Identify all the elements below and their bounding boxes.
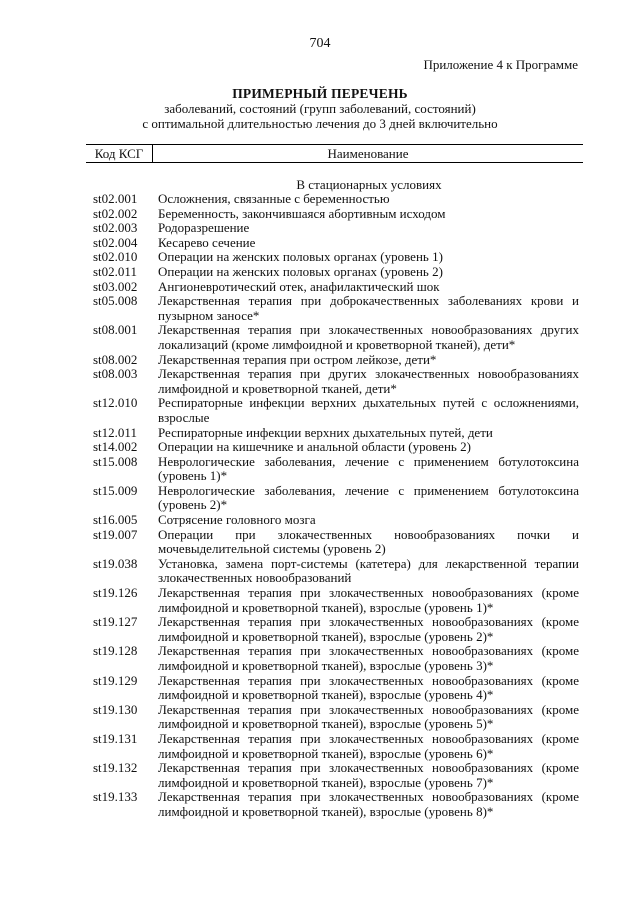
row-name: Респираторные инфекции верхних дыхательных путей с осложнениями, взрослые (158, 395, 579, 425)
row-code: st15.008 (93, 453, 138, 469)
table-row (86, 732, 583, 761)
table-row (86, 484, 583, 513)
table-row (86, 644, 583, 673)
row-name: Лекарственная терапия при злокачественных новообразованиях (кроме лимфоидной и кроветворной тканей), взрослые (уровень 7)* (158, 760, 579, 790)
table-row (86, 513, 583, 528)
row-name: Лекарственная терапия при злокачественных новообразованиях (кроме лимфоидной и кроветворной тканей), взрослые (уровень 2)* (158, 614, 579, 644)
table-row (86, 396, 583, 425)
row-code: st02.010 (93, 249, 138, 265)
row-code: st19.007 (93, 526, 138, 542)
row-code: st14.002 (93, 439, 138, 455)
row-name: Сотрясение головного мозга (158, 512, 316, 528)
row-code: st19.131 (93, 730, 138, 746)
row-name: Лекарственная терапия при злокачественных новообразованиях (кроме лимфоидной и кроветворной тканей), взрослые (уровень 8)* (158, 789, 579, 819)
row-code: st15.009 (93, 482, 138, 498)
table-header (86, 144, 583, 163)
row-code: st03.002 (93, 278, 138, 294)
row-code: st19.128 (93, 643, 138, 659)
table-row (86, 265, 583, 280)
row-code: st12.011 (93, 424, 137, 440)
table-row (86, 207, 583, 222)
row-code: st19.130 (93, 701, 138, 717)
appendix-label: Приложение 4 к Программе (423, 57, 578, 72)
row-code: st08.002 (93, 351, 138, 367)
row-name: Операции на женских половых органах (уровень 2) (158, 263, 443, 279)
row-name: Операции при злокачественных новообразованиях почки и мочевыделительной системы (уровень 2) (158, 526, 579, 557)
row-name: Операции на кишечнике и анальной области (уровень 2) (158, 439, 471, 455)
table-row (86, 790, 583, 819)
row-code: st02.003 (93, 220, 138, 236)
row-name: Беременность, закончившаяся абортивным исходом (158, 205, 446, 221)
row-name: Респираторные инфекции верхних дыхательных путей, дети (158, 424, 493, 440)
row-name: Неврологические заболевания, лечение с применением ботулотоксина (уровень 1)* (158, 453, 579, 484)
row-code: st02.001 (93, 191, 138, 206)
row-code: st19.133 (93, 789, 138, 805)
table-row (86, 236, 583, 251)
row-code: st08.001 (93, 322, 138, 338)
row-name: Лекарственная терапия при злокачественных новообразованиях (кроме лимфоидной и кроветворной тканей), взрослые (уровень 4)* (158, 672, 579, 703)
row-code: st19.132 (93, 760, 138, 776)
table-row (86, 557, 583, 586)
document-title: ПРИМЕРНЫЙ ПЕРЕЧЕНЬ (232, 86, 408, 101)
table-row (86, 280, 583, 295)
row-code: st02.011 (93, 263, 137, 279)
table-row (86, 426, 583, 441)
row-code: st19.129 (93, 672, 138, 688)
row-name: Лекарственная терапия при злокачественных новообразованиях (кроме лимфоидной и кроветворной тканей), взрослые (уровень 6)* (158, 730, 579, 761)
row-name: Лекарственная терапия при злокачественных новообразованиях других локализаций (кроме лимфоидной и кроветворной тканей), дети* (158, 322, 579, 352)
row-code: st02.004 (93, 234, 138, 250)
header-name: Наименование (327, 146, 409, 161)
row-name: Лекарственная терапия при доброкачественных заболеваниях крови и пузырном заносе* (158, 293, 579, 323)
section-heading: В стационарных условиях (296, 177, 442, 192)
document-subtitle-line-1: заболеваний, состояний (групп заболеваний, состояний) (164, 101, 476, 116)
row-name: Лекарственная терапия при злокачественных новообразованиях (кроме лимфоидной и кроветворной тканей), взрослые (уровень 5)* (158, 701, 579, 732)
row-code: st02.002 (93, 205, 138, 221)
row-code: st19.038 (93, 555, 138, 571)
row-code: st05.008 (93, 293, 138, 309)
row-code: st19.126 (93, 585, 138, 601)
row-name: Лекарственная терапия при остром лейкозе, дети* (158, 351, 437, 367)
table-body (86, 192, 583, 820)
table-row (86, 455, 583, 484)
table-row (86, 367, 583, 396)
table-row (86, 192, 583, 207)
table-row (86, 674, 583, 703)
table-row (86, 586, 583, 615)
table-row (86, 528, 583, 557)
document-subtitle-line-2: с оптимальной длительностью лечения до 3 дней включительно (142, 116, 498, 131)
row-code: st16.005 (93, 512, 138, 528)
row-name: Установка, замена порт-системы (катетера) для лекарственной терапии злокачественных новообразований (158, 555, 579, 586)
page-number: 704 (309, 36, 331, 51)
row-name: Ангионевротический отек, анафилактический шок (158, 278, 440, 294)
table-row (86, 221, 583, 236)
table-row (86, 323, 583, 352)
table-row (86, 761, 583, 790)
row-name: Кесарево сечение (158, 234, 256, 250)
row-name: Родоразрешение (158, 220, 250, 236)
row-name: Лекарственная терапия при других злокачественных новообразованиях лимфоидной и кроветворной тканей, дети* (158, 366, 579, 396)
row-name: Осложнения, связанные с беременностью (158, 191, 390, 206)
table-row (86, 703, 583, 732)
row-name: Лекарственная терапия при злокачественных новообразованиях (кроме лимфоидной и кроветворной тканей), взрослые (уровень 3)* (158, 643, 579, 673)
row-code: st08.003 (93, 366, 138, 382)
header-code: Код КСГ (86, 145, 153, 162)
table-row (86, 440, 583, 455)
table-row (86, 353, 583, 368)
row-code: st12.010 (93, 395, 138, 411)
row-name: Неврологические заболевания, лечение с применением ботулотоксина (уровень 2)* (158, 482, 579, 513)
table-row (86, 250, 583, 265)
row-code: st19.127 (93, 614, 138, 630)
row-name: Операции на женских половых органах (уровень 1) (158, 249, 443, 265)
table-row (86, 294, 583, 323)
table-row (86, 615, 583, 644)
row-name: Лекарственная терапия при злокачественных новообразованиях (кроме лимфоидной и кроветворной тканей), взрослые (уровень 1)* (158, 585, 579, 615)
